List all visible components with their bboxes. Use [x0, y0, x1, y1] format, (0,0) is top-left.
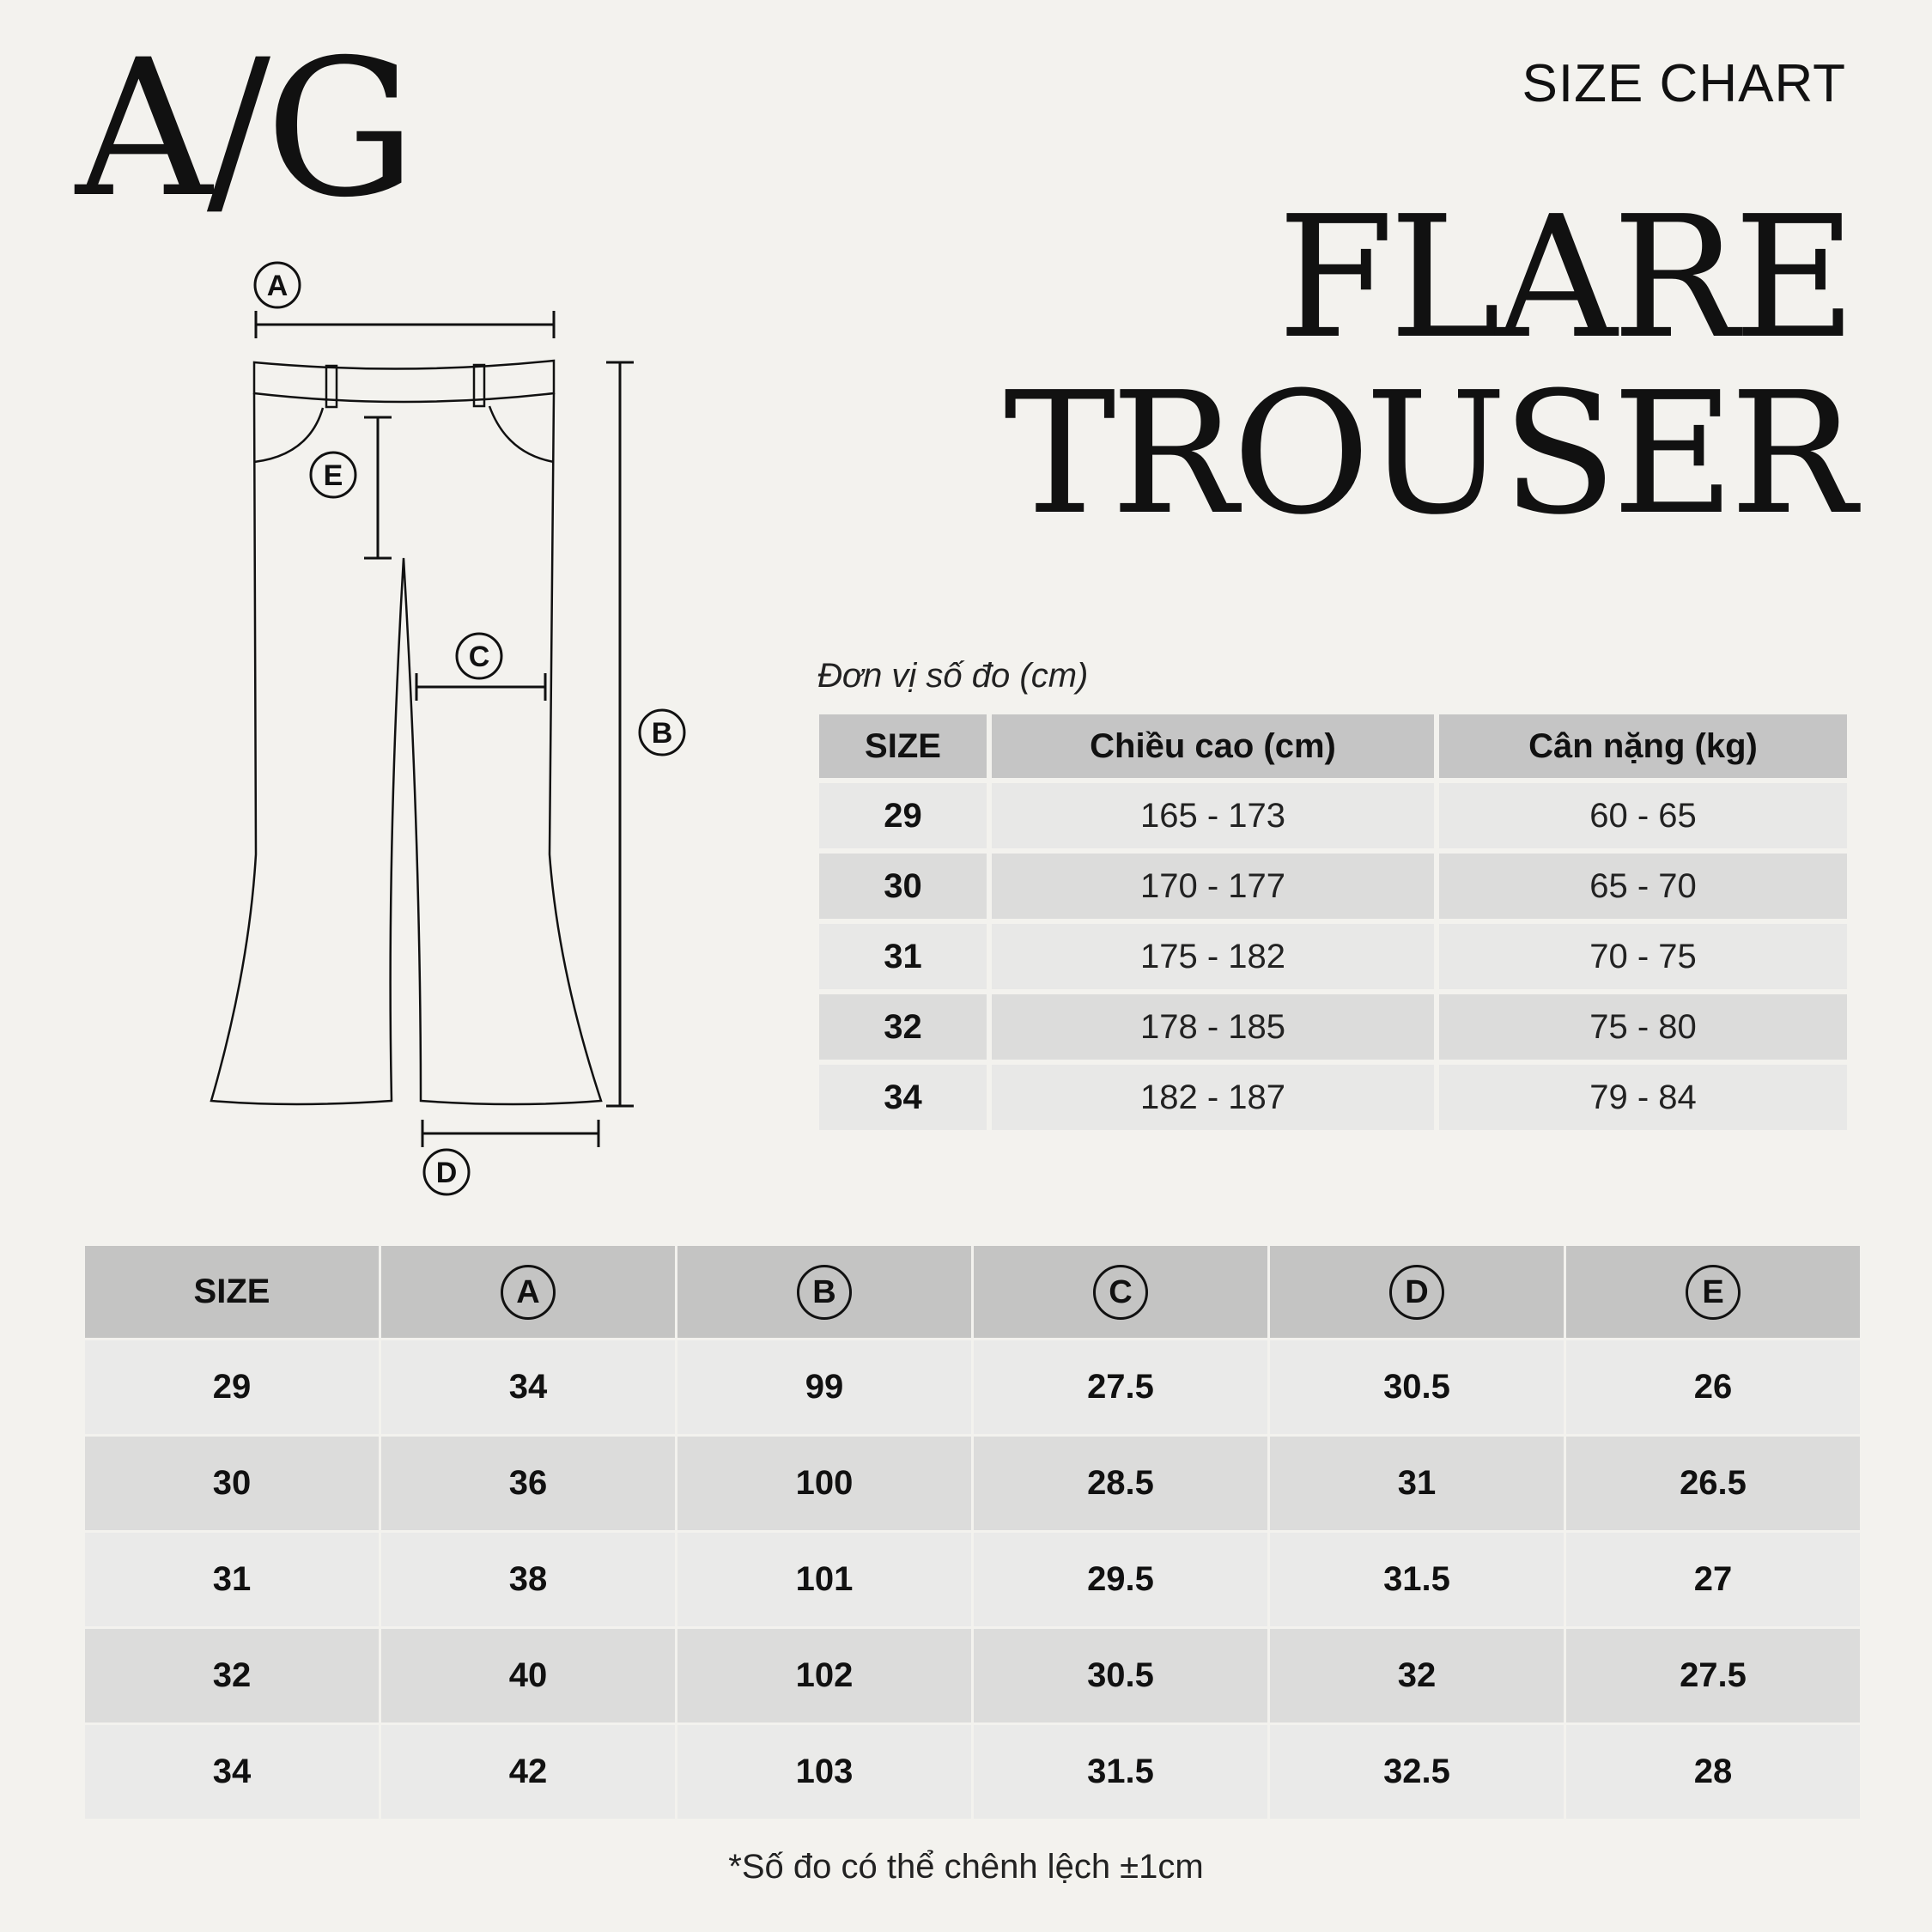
- marker-d: D: [435, 1157, 458, 1189]
- measure-cell: 102: [677, 1629, 971, 1722]
- fit-cell-size: 32: [819, 994, 987, 1060]
- measure-cell: 32: [1270, 1629, 1564, 1722]
- measure-header-d: [1270, 1246, 1564, 1338]
- fit-header-weight: Cân nặng (kg): [1439, 714, 1847, 778]
- marker-b-badge: B: [797, 1265, 852, 1320]
- table-row: [819, 854, 1847, 919]
- fit-cell-height: 170 - 177: [992, 854, 1434, 919]
- marker-a: A: [266, 270, 289, 302]
- marker-b: B: [651, 717, 673, 750]
- measure-cell: 27.5: [974, 1340, 1267, 1434]
- marker-a-badge: A: [501, 1265, 556, 1320]
- measure-cell: 28.5: [974, 1437, 1267, 1530]
- measurement-table-header: [85, 1246, 1860, 1338]
- fit-cell-weight: 75 - 80: [1439, 994, 1847, 1060]
- fit-cell-size: 29: [819, 783, 987, 848]
- measure-cell: 30.5: [974, 1629, 1267, 1722]
- fit-cell-height: 178 - 185: [992, 994, 1434, 1060]
- table-row: [819, 994, 1847, 1060]
- table-row: [85, 1437, 1860, 1530]
- fit-header-height: Chiều cao (cm): [992, 714, 1434, 778]
- waistband-outline: [254, 361, 554, 402]
- table-row: [819, 1065, 1847, 1130]
- measure-cell: 31: [85, 1533, 379, 1626]
- marker-c: C: [468, 641, 490, 673]
- table-row: [85, 1629, 1860, 1722]
- fit-cell-height: 182 - 187: [992, 1065, 1434, 1130]
- measure-cell: 32.5: [1270, 1725, 1564, 1819]
- trouser-outline: [211, 393, 601, 1104]
- measure-cell: 36: [381, 1437, 675, 1530]
- marker-c-badge: C: [1093, 1265, 1148, 1320]
- unit-note: Đơn vị số đo (cm): [817, 657, 1089, 695]
- measure-cell: 30.5: [1270, 1340, 1564, 1434]
- table-row: [85, 1340, 1860, 1434]
- title-line-2: TROUSER: [1003, 356, 1851, 552]
- fit-cell-weight: 65 - 70: [1439, 854, 1847, 919]
- size-chart-label: SIZE CHART: [1522, 54, 1846, 113]
- fit-cell-height: 165 - 173: [992, 783, 1434, 848]
- title-line-1: FLARE: [1277, 180, 1851, 376]
- measure-cell: 31.5: [974, 1725, 1267, 1819]
- measure-cell: 27.5: [1566, 1629, 1860, 1722]
- footnote: *Số đo có thể chênh lệch ±1cm: [728, 1848, 1204, 1886]
- measure-header-size: SIZE: [85, 1246, 379, 1338]
- fit-header-size: SIZE: [819, 714, 987, 778]
- marker-d-badge: D: [1389, 1265, 1444, 1320]
- measure-header-b: [677, 1246, 971, 1338]
- marker-e: E: [323, 459, 343, 492]
- measure-cell: 101: [677, 1533, 971, 1626]
- measurement-table: [82, 1243, 1862, 1821]
- measure-cell: 32: [85, 1629, 379, 1722]
- trouser-diagram: [0, 249, 704, 1211]
- measure-cell: 103: [677, 1725, 971, 1819]
- measure-header-a: [381, 1246, 675, 1338]
- fit-cell-size: 30: [819, 854, 987, 919]
- fit-cell-weight: 70 - 75: [1439, 924, 1847, 989]
- fit-cell-weight: 79 - 84: [1439, 1065, 1847, 1130]
- measure-cell: 30: [85, 1437, 379, 1530]
- brand-logo: A/G: [76, 19, 411, 239]
- measure-cell: 31.5: [1270, 1533, 1564, 1626]
- measure-cell: 29.5: [974, 1533, 1267, 1626]
- measure-cell: 26: [1566, 1340, 1860, 1434]
- measure-cell: 29: [85, 1340, 379, 1434]
- fit-table-header: [819, 714, 1847, 778]
- measure-cell: 27: [1566, 1533, 1860, 1626]
- marker-e-badge: E: [1686, 1265, 1741, 1320]
- fit-cell-size: 34: [819, 1065, 987, 1130]
- product-title: [1003, 180, 1851, 552]
- table-row: [819, 783, 1847, 848]
- measure-cell: 31: [1270, 1437, 1564, 1530]
- measure-cell: 34: [381, 1340, 675, 1434]
- pocket-left: [254, 408, 323, 462]
- measure-cell: 26.5: [1566, 1437, 1860, 1530]
- measure-cell: 100: [677, 1437, 971, 1530]
- measure-cell: 40: [381, 1629, 675, 1722]
- measure-cell: 38: [381, 1533, 675, 1626]
- table-row: [85, 1725, 1860, 1819]
- fit-cell-weight: 60 - 65: [1439, 783, 1847, 848]
- table-row: [85, 1533, 1860, 1626]
- measure-cell: 42: [381, 1725, 675, 1819]
- pocket-right: [489, 406, 554, 462]
- table-row: [819, 924, 1847, 989]
- fit-cell-height: 175 - 182: [992, 924, 1434, 989]
- measure-cell: 28: [1566, 1725, 1860, 1819]
- fit-cell-size: 31: [819, 924, 987, 989]
- measure-cell: 34: [85, 1725, 379, 1819]
- measure-header-e: [1566, 1246, 1860, 1338]
- measure-header-c: [974, 1246, 1267, 1338]
- fit-table: [814, 709, 1852, 1135]
- measure-cell: 99: [677, 1340, 971, 1434]
